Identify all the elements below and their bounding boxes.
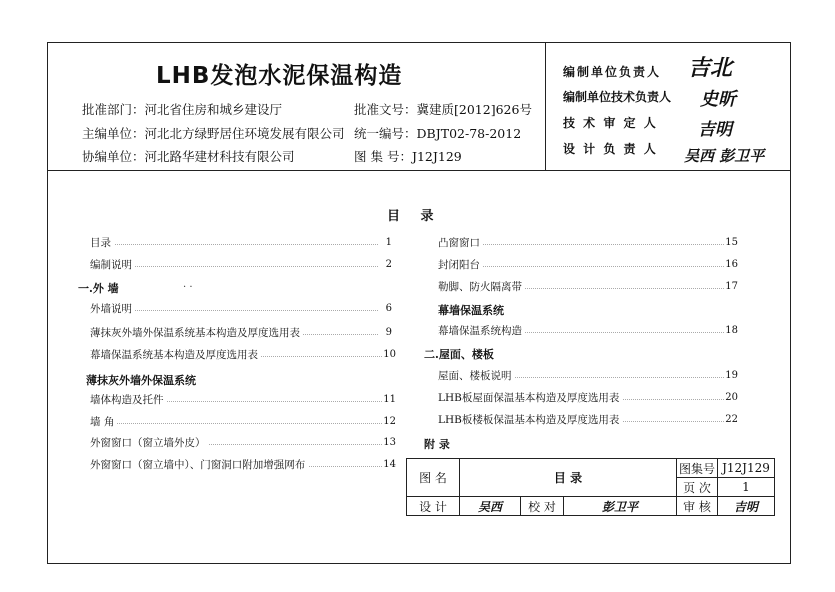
review-signature: 吉明: [718, 497, 775, 516]
design-label: 设 计: [407, 497, 460, 516]
toc-entry-page: 2: [385, 259, 392, 270]
check-label: 校 对: [521, 497, 564, 516]
leader-dots: [90, 413, 382, 424]
toc-entry-label: LHB板屋面保温基本构造及厚度选用表: [438, 391, 622, 405]
chief-unit-label: 主编单位：: [82, 126, 145, 141]
toc-entry-label: 墙体构造及托件: [90, 393, 167, 407]
leader-dots: [90, 234, 378, 245]
atlas-no-label: 图 集 号：: [354, 149, 412, 164]
sig-label-tech-review: 技 术 审 定 人: [563, 116, 658, 130]
toc-entry-page: 18: [725, 325, 738, 336]
toc-entry-page: 11: [383, 394, 396, 405]
page-title: LHB发泡水泥保温构造: [156, 63, 403, 89]
toc-entry-page: 19: [725, 370, 738, 381]
toc-entry-page: 9: [385, 327, 392, 338]
toc-entry-label: 幕墙保温系统基本构造及厚度选用表: [90, 348, 261, 362]
toc-entry-page: 13: [383, 437, 396, 448]
atlas-no-row: [354, 147, 462, 165]
title-block: [406, 458, 775, 516]
toc-entry[interactable]: [90, 458, 396, 472]
toc-entry-page: 17: [725, 281, 738, 292]
drawing-name-label: 图 名: [407, 459, 460, 497]
toc-entry[interactable]: [438, 236, 738, 250]
toc-entry-label: 屋面、楼板说明: [438, 369, 515, 383]
toc-entry[interactable]: [90, 393, 396, 407]
atlas-no: J12J129: [718, 459, 775, 478]
toc-entry-label: 目录: [90, 236, 114, 250]
toc-entry[interactable]: [438, 280, 738, 294]
page-no: 1: [718, 478, 775, 497]
toc-entry-label: 外窗窗口（窗立墙外皮）: [90, 436, 209, 450]
stray-dots: . .: [183, 279, 193, 290]
toc-entry-page: 1: [385, 237, 392, 248]
review-label: 审 核: [677, 497, 718, 516]
toc-entry-label: 封闭阳台: [438, 258, 483, 272]
toc-entry-label: 勒脚、防火隔离带: [438, 280, 525, 294]
toc-entry-page: 16: [725, 259, 738, 270]
toc-entry-page: 22: [725, 414, 738, 425]
header-divider-vertical: [545, 43, 546, 170]
toc-entry-page: 14: [383, 459, 396, 470]
toc-entry-page: 10: [383, 349, 396, 360]
atlas-no-value: J12J129: [411, 149, 462, 164]
chief-unit-row: [82, 124, 345, 142]
toc-entry[interactable]: [90, 236, 392, 250]
sig-label-design-head: 设 计 负 责 人: [563, 142, 658, 156]
toc-section-appendix: 附 录: [424, 438, 450, 451]
toc-entry-label: 外窗窗口（窗立墙中）、门窗洞口附加增强网布: [90, 458, 308, 472]
toc-entry-label: 外墙说明: [90, 302, 135, 316]
unified-no-label: 统一编号：: [354, 126, 417, 141]
toc-entry[interactable]: [438, 258, 738, 272]
toc-section-thin-plaster: 薄抹灰外墙外保温系统: [86, 374, 196, 387]
approve-dept-row: [82, 100, 282, 118]
toc-entry-label: 墙 角: [90, 415, 117, 429]
page-no-label: 页 次: [677, 478, 718, 497]
toc-section-exterior-wall: 一.外 墙: [78, 282, 119, 295]
toc-entry-label: 幕墙保温系统构造: [438, 324, 525, 338]
signature-tech-head: 史昕: [700, 89, 736, 110]
toc-entry-page: 6: [385, 303, 392, 314]
toc-section-curtain-wall: 幕墙保温系统: [438, 304, 504, 317]
co-unit-label: 协编单位：: [82, 149, 145, 164]
toc-entry[interactable]: [90, 302, 392, 316]
co-unit-value: 河北路华建材科技有限公司: [144, 149, 295, 164]
toc-entry-label: LHB板楼板保温基本构造及厚度选用表: [438, 413, 622, 427]
sig-label-tech-head: 编制单位技术负责人: [563, 90, 672, 104]
sig-label-org-head: 编制单位负责人: [563, 65, 662, 79]
toc-entry[interactable]: [438, 369, 738, 383]
toc-title: 目 录: [387, 209, 442, 224]
chief-unit-value: 河北北方绿野居住环境发展有限公司: [144, 126, 345, 141]
toc-entry[interactable]: [90, 326, 392, 340]
approve-doc-label: 批准文号：: [354, 102, 417, 117]
toc-entry-label: 凸窗窗口: [438, 236, 483, 250]
header-divider-horizontal: [48, 170, 790, 171]
signature-org-head: 吉北: [688, 56, 733, 81]
design-signature: 吴西: [460, 497, 521, 516]
toc-entry[interactable]: [90, 348, 396, 362]
toc-entry-label: 薄抹灰外墙外保温系统基本构造及厚度选用表: [90, 326, 303, 340]
unified-no-value: DBJT02-78-2012: [416, 126, 522, 141]
check-signature: 彭卫平: [564, 497, 677, 516]
unified-no-row: [354, 124, 521, 142]
toc-section-roof-floor: 二.屋面、楼板: [424, 348, 494, 361]
signature-tech-review: 吉明: [698, 120, 732, 140]
toc-entry[interactable]: [438, 413, 738, 427]
toc-entry-page: 20: [725, 392, 738, 403]
atlas-no-label: 图集号: [677, 459, 718, 478]
toc-entry[interactable]: [438, 324, 738, 338]
drawing-name: 目 录: [460, 459, 677, 497]
approve-dept-value: 河北省住房和城乡建设厅: [144, 102, 283, 117]
signature-design-head: 吴西 彭卫平: [684, 147, 765, 165]
approve-dept-label: 批准部门：: [82, 102, 145, 117]
approve-doc-row: [354, 100, 532, 118]
approve-doc-value: 冀建质[2012]626号: [416, 102, 532, 117]
toc-entry[interactable]: [90, 415, 396, 429]
toc-entry[interactable]: [438, 391, 738, 405]
toc-entry-page: 12: [383, 416, 396, 427]
toc-entry-label: 编制说明: [90, 258, 135, 272]
toc-entry-page: 15: [725, 237, 738, 248]
toc-entry[interactable]: [90, 258, 392, 272]
toc-entry[interactable]: [90, 436, 396, 450]
co-unit-row: [82, 147, 295, 165]
